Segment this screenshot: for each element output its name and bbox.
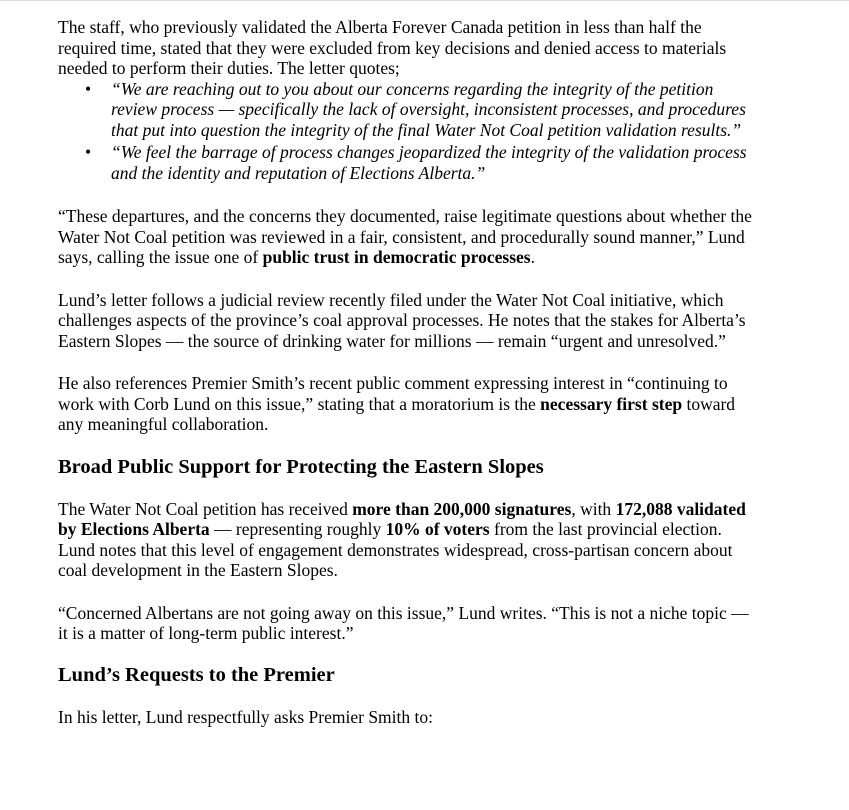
article-body [58,17,758,727]
quote-text: “We feel the barrage of process changes jeopardized the integrity of the validation process and the identity and reputation of Elections Alberta.” [111,142,747,183]
bold-text: 10% of voters [385,519,490,539]
list-item [58,142,758,183]
paragraph-lund-quote: “Concerned Albertans are not going away on this issue,” Lund writes. “This is not a niche topic — it is a matter of long-term public interest.” [58,602,749,643]
bold-text: 172,088 validated by Elections Alberta [58,498,746,539]
section-heading-public-support: Broad Public Support for Protecting the Eastern Slopes [58,455,544,478]
paragraph-departures: “These departures, and the concerns they documented, raise legitimate questions about whether the Water Not Coal petition was reviewed in a fair, consistent, and procedurally sound manner,” Lund says, calling the issue one of public trust in democratic processes. [58,206,752,267]
paragraph-premier-comment: He also references Premier Smith’s recent public comment expressing interest in “continuing to work with Corb Lund on this issue,” stating that a moratorium is the necessary first step toward any meaningful collaboration. [58,373,736,434]
bold-text: necessary first step [540,393,683,414]
quote-text: “We are reaching out to you about our concerns regarding the integrity of the petition review process — specifically the lack of oversight, inconsistent processes, and procedures that put into question the integrity of the final Water Not Coal petition validation results.” [111,78,746,140]
list-item [58,79,758,141]
paragraph-staff: The staff, who previously validated the Alberta Forever Canada petition in less than half the required time, stated that they were excluded from key decisions and denied access to materials needed to perform their duties. The letter quotes; [58,17,727,78]
bold-text: more than 200,000 signatures [352,498,572,519]
section-heading-requests: Lund’s Requests to the Premier [58,663,335,686]
paragraph-petition-stats: The Water Not Coal petition has received more than 200,000 signatures, with 172,088 validated by Elections Alberta — representing roughly 10% of voters from the last provincial election. Lund notes that this level of engagement demonstrates widespread, cross-partisan concern about coal development in the Eastern Slopes. [58,498,746,580]
bullet-icon: • [85,142,92,162]
paragraph-requests-intro: In his letter, Lund respectfully asks Premier Smith to: [58,706,433,727]
quote-list [58,79,758,184]
top-divider [0,0,849,1]
bold-text: public trust in democratic processes [262,247,531,267]
paragraph-judicial-review: Lund’s letter follows a judicial review recently filed under the Water Not Coal initiative, which challenges aspects of the province’s coal approval processes. He notes that the stakes for Alberta’s Eastern Slopes — the source of drinking water for millions — remain “urgent and unresolved.” [58,289,746,351]
bullet-icon: • [85,78,92,99]
